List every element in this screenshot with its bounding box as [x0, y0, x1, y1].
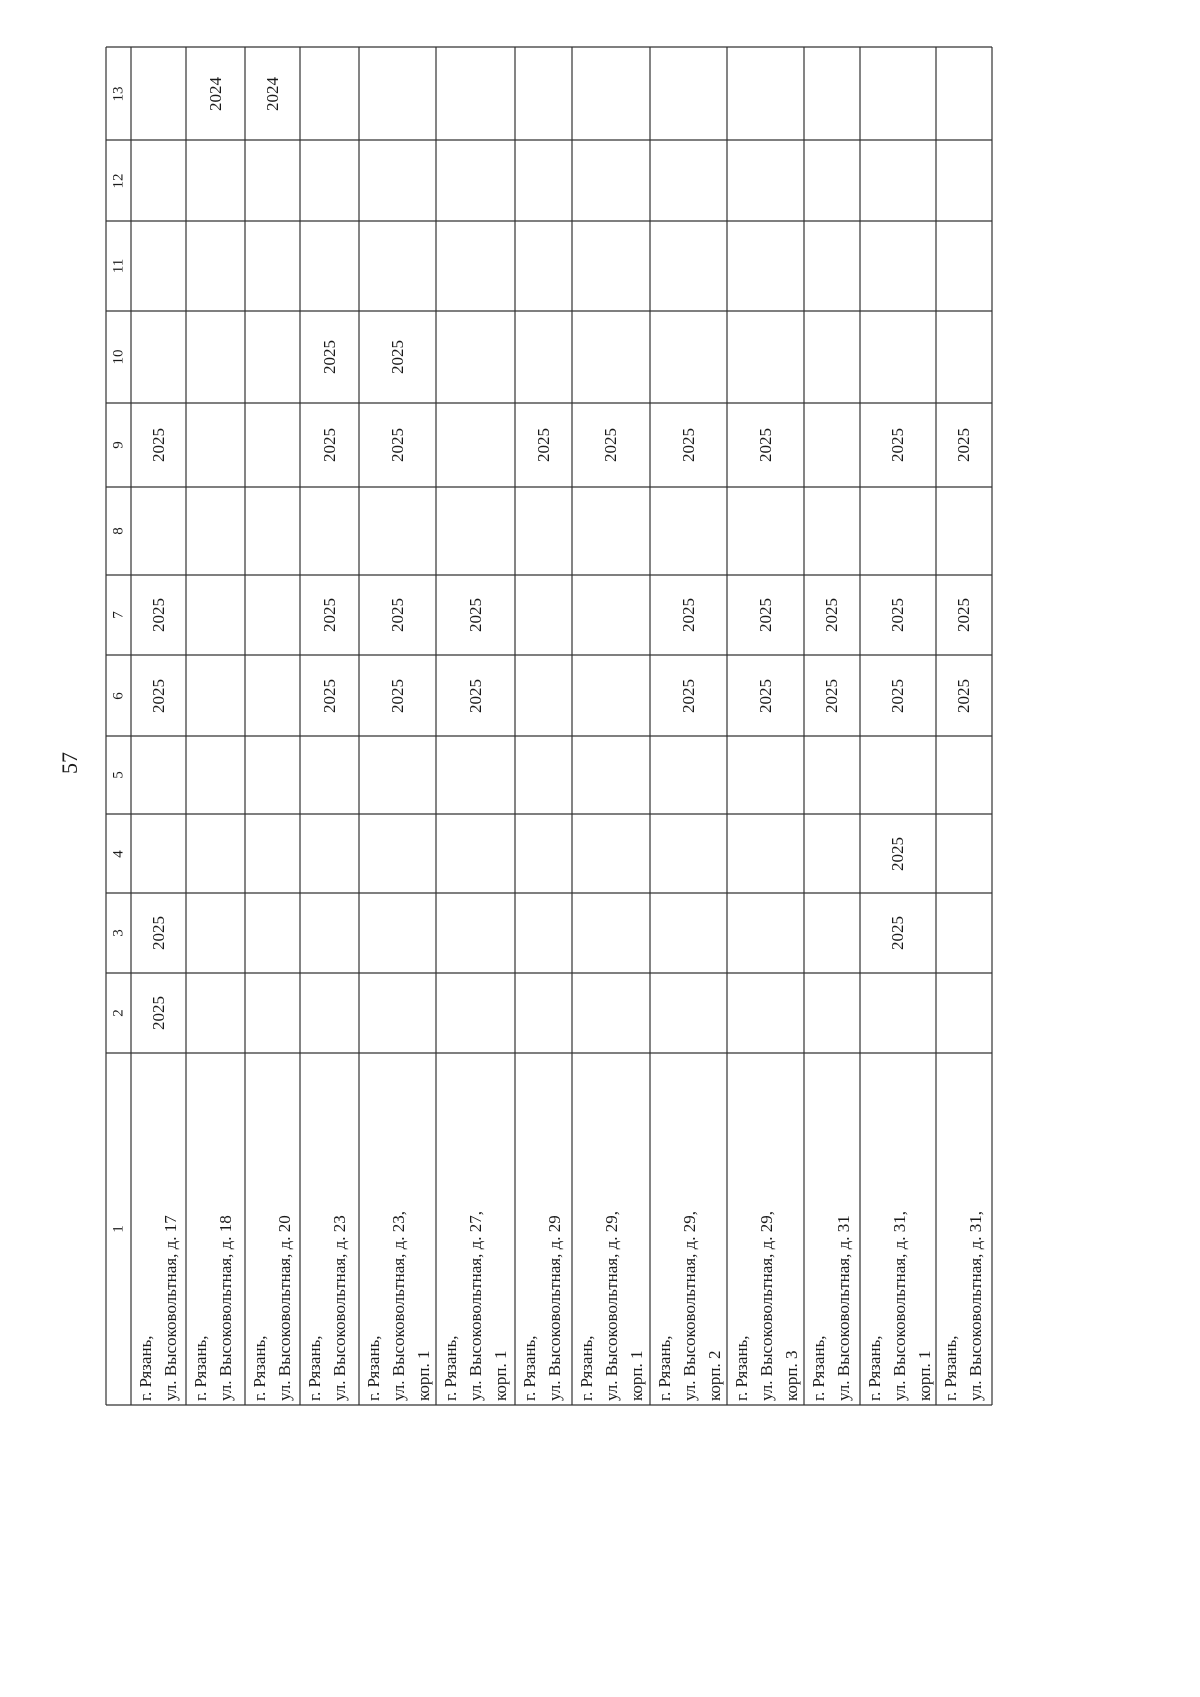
value-cell [727, 487, 804, 575]
address-line: ул. Высоковольтная, д. 31 [834, 1215, 853, 1401]
column-header-label: 7 [110, 611, 126, 619]
address-line: г. Рязань, [441, 1335, 460, 1401]
address-line: ул. Высоковольтная, д. 29 [545, 1215, 564, 1401]
value-text: 2025 [822, 678, 841, 713]
value-cell [936, 487, 992, 575]
value-cell [300, 311, 359, 403]
value-cell [804, 893, 860, 973]
value-cell [650, 814, 727, 893]
value-cell [436, 140, 515, 221]
value-cell [804, 47, 860, 140]
value-cell [515, 221, 572, 311]
value-cell [727, 47, 804, 140]
value-cell [804, 575, 860, 655]
value-cell [650, 655, 727, 736]
value-cell [186, 575, 245, 655]
value-cell [936, 311, 992, 403]
column-header-label: 5 [110, 771, 126, 779]
address-cell [300, 1053, 359, 1405]
value-cell [804, 221, 860, 311]
value-cell [936, 814, 992, 893]
value-cell [436, 973, 515, 1053]
address-cell [131, 1053, 186, 1405]
address-line: корп. 1 [414, 1350, 433, 1401]
value-cell [936, 403, 992, 487]
value-cell [186, 736, 245, 814]
column-header-label: 9 [110, 441, 126, 449]
value-cell [572, 893, 650, 973]
address-line: ул. Высоковольтная, д. 23, [389, 1210, 408, 1401]
column-header-label: 10 [110, 349, 126, 365]
value-cell [131, 814, 186, 893]
value-cell [515, 736, 572, 814]
value-text: 2025 [319, 678, 339, 713]
value-cell [131, 403, 186, 487]
value-cell [936, 736, 992, 814]
value-cell [572, 655, 650, 736]
value-cell [359, 403, 436, 487]
value-cell [515, 403, 572, 487]
value-cell [245, 736, 300, 814]
value-cell [572, 973, 650, 1053]
address-line: г. Рязань, [250, 1335, 269, 1401]
column-header [106, 47, 131, 140]
value-cell [727, 311, 804, 403]
value-text: 2025 [387, 678, 407, 713]
value-cell [515, 140, 572, 221]
value-cell [727, 221, 804, 311]
value-cell [131, 893, 186, 973]
value-cell [359, 311, 436, 403]
address-cell [186, 1053, 245, 1405]
address-line: г. Рязань, [191, 1335, 210, 1401]
address-line: ул. Высоковольтная, д. 18 [216, 1215, 235, 1401]
address-line: корп. 3 [782, 1350, 801, 1401]
value-cell [860, 403, 936, 487]
value-cell [936, 575, 992, 655]
address-line: корп. 1 [915, 1350, 934, 1401]
value-cell [436, 221, 515, 311]
column-header [106, 140, 131, 221]
value-text: 2025 [755, 428, 775, 462]
value-cell [245, 487, 300, 575]
value-text: 2025 [148, 916, 168, 950]
value-text: 2025 [387, 598, 407, 632]
value-cell [936, 893, 992, 973]
value-text: 2025 [387, 428, 407, 462]
value-cell [860, 814, 936, 893]
address-line: ул. Высоковольтная, д. 29, [602, 1210, 621, 1401]
address-line: ул. Высоковольтная, д. 23 [330, 1215, 349, 1401]
value-text: 2025 [319, 598, 339, 632]
address-cell [804, 1053, 860, 1405]
value-cell [131, 655, 186, 736]
value-cell [186, 655, 245, 736]
value-text: 2025 [888, 836, 907, 871]
value-cell [860, 973, 936, 1053]
value-cell [359, 893, 436, 973]
value-cell [131, 221, 186, 311]
value-cell [515, 575, 572, 655]
address-line: г. Рязань, [136, 1335, 155, 1401]
value-cell [860, 487, 936, 575]
value-cell [515, 893, 572, 973]
value-text: 2025 [601, 428, 620, 462]
value-cell [650, 487, 727, 575]
value-cell [300, 403, 359, 487]
address-cell [936, 1053, 992, 1405]
column-header [106, 814, 131, 893]
value-cell [572, 140, 650, 221]
value-cell [572, 403, 650, 487]
address-line: г. Рязань, [305, 1335, 324, 1401]
value-cell [186, 403, 245, 487]
value-cell [650, 47, 727, 140]
value-cell [727, 814, 804, 893]
address-line: г. Рязань, [809, 1335, 828, 1401]
value-cell [245, 403, 300, 487]
address-cell [359, 1053, 436, 1405]
value-cell [804, 655, 860, 736]
value-cell [936, 47, 992, 140]
value-cell [436, 893, 515, 973]
value-cell [650, 140, 727, 221]
column-header [106, 893, 131, 973]
value-cell [131, 47, 186, 140]
value-cell [300, 973, 359, 1053]
value-cell [727, 655, 804, 736]
column-header [106, 655, 131, 736]
value-cell [300, 655, 359, 736]
value-cell [515, 973, 572, 1053]
value-cell [650, 221, 727, 311]
address-cell [727, 1053, 804, 1405]
column-header [106, 973, 131, 1053]
value-cell [300, 221, 359, 311]
value-cell [186, 47, 245, 140]
address-line: ул. Высоковольтная, д. 20 [275, 1215, 294, 1401]
value-text: 2025 [954, 678, 973, 713]
column-header [106, 736, 131, 814]
address-line: ул. Высоковольтная, д. 31, [966, 1210, 985, 1401]
value-cell [245, 575, 300, 655]
address-line: г. Рязань, [577, 1335, 596, 1401]
value-cell [245, 973, 300, 1053]
column-header-label: 3 [110, 929, 126, 937]
value-cell [186, 893, 245, 973]
value-cell [245, 893, 300, 973]
column-header-label: 2 [110, 1009, 126, 1017]
value-cell [245, 47, 300, 140]
value-cell [245, 140, 300, 221]
column-header [106, 403, 131, 487]
value-text: 2025 [954, 598, 973, 632]
address-cell [650, 1053, 727, 1405]
value-cell [436, 311, 515, 403]
column-header [106, 575, 131, 655]
value-cell [727, 140, 804, 221]
address-cell [572, 1053, 650, 1405]
value-cell [804, 973, 860, 1053]
value-cell [860, 575, 936, 655]
column-header-label: 4 [110, 849, 126, 858]
value-text: 2025 [755, 678, 775, 713]
value-cell [572, 221, 650, 311]
value-cell [860, 655, 936, 736]
value-cell [650, 893, 727, 973]
column-header [106, 221, 131, 311]
value-cell [359, 814, 436, 893]
value-cell [186, 221, 245, 311]
value-cell [804, 311, 860, 403]
value-cell [300, 140, 359, 221]
value-cell [936, 655, 992, 736]
value-cell [359, 973, 436, 1053]
value-cell [804, 140, 860, 221]
address-cell [436, 1053, 515, 1405]
value-cell [436, 655, 515, 736]
value-cell [131, 736, 186, 814]
value-text: 2025 [678, 678, 698, 713]
value-cell [650, 311, 727, 403]
value-cell [436, 814, 515, 893]
column-header-label: 13 [110, 86, 126, 101]
value-text: 2025 [148, 428, 168, 462]
value-cell [650, 736, 727, 814]
value-text: 2025 [533, 428, 553, 462]
address-line: г. Рязань, [732, 1335, 751, 1401]
column-header-label: 6 [110, 691, 126, 700]
value-cell [936, 973, 992, 1053]
address-line: ул. Высоковольтная, д. 29, [757, 1210, 776, 1401]
value-cell [359, 655, 436, 736]
value-cell [860, 311, 936, 403]
value-text: 2025 [465, 678, 485, 713]
value-cell [131, 973, 186, 1053]
value-cell [804, 814, 860, 893]
value-cell [727, 403, 804, 487]
column-header-label: 11 [110, 258, 126, 274]
value-cell [860, 221, 936, 311]
value-cell [245, 221, 300, 311]
value-text: 2025 [888, 598, 907, 632]
value-cell [245, 814, 300, 893]
value-cell [804, 403, 860, 487]
value-cell [727, 973, 804, 1053]
address-line: г. Рязань, [520, 1335, 539, 1401]
address-line: ул. Высоковольтная, д. 31, [890, 1210, 909, 1401]
value-cell [515, 655, 572, 736]
value-cell [860, 893, 936, 973]
address-line: ул. Высоковольтная, д. 27, [466, 1210, 485, 1401]
value-cell [186, 311, 245, 403]
value-cell [186, 973, 245, 1053]
address-cell [245, 1053, 300, 1405]
value-cell [300, 487, 359, 575]
value-cell [572, 47, 650, 140]
address-line: корп. 1 [491, 1350, 510, 1401]
value-cell [650, 403, 727, 487]
value-cell [727, 736, 804, 814]
value-text: 2025 [888, 678, 907, 713]
column-header-label: 12 [110, 173, 126, 188]
value-cell [572, 814, 650, 893]
value-text: 2025 [148, 996, 168, 1030]
address-line: г. Рязань, [364, 1335, 383, 1401]
value-cell [515, 47, 572, 140]
value-cell [572, 575, 650, 655]
value-text: 2025 [678, 428, 698, 462]
value-cell [572, 487, 650, 575]
value-cell [131, 140, 186, 221]
value-cell [860, 140, 936, 221]
value-cell [804, 487, 860, 575]
column-header [106, 311, 131, 403]
address-cell [515, 1053, 572, 1405]
value-cell [186, 487, 245, 575]
column-header [106, 487, 131, 575]
value-cell [727, 575, 804, 655]
address-line: корп. 1 [627, 1350, 646, 1401]
column-header-label: 1 [110, 1225, 126, 1233]
value-cell [359, 487, 436, 575]
value-cell [359, 221, 436, 311]
value-cell [936, 221, 992, 311]
value-cell [727, 893, 804, 973]
value-text: 2025 [148, 678, 168, 713]
column-header [106, 1053, 131, 1405]
value-text: 2024 [205, 76, 225, 111]
value-cell [436, 403, 515, 487]
value-cell [359, 736, 436, 814]
value-cell [650, 973, 727, 1053]
value-text: 2025 [387, 340, 407, 374]
value-text: 2025 [678, 598, 698, 632]
value-cell [245, 655, 300, 736]
value-cell [359, 575, 436, 655]
value-cell [359, 140, 436, 221]
value-cell [186, 814, 245, 893]
value-cell [515, 814, 572, 893]
value-cell [300, 736, 359, 814]
value-cell [359, 47, 436, 140]
address-line: ул. Высоковольтная, д. 29, [680, 1210, 699, 1401]
value-cell [436, 736, 515, 814]
value-cell [131, 487, 186, 575]
value-cell [804, 736, 860, 814]
value-cell [436, 487, 515, 575]
value-cell [515, 311, 572, 403]
address-line: г. Рязань, [865, 1335, 884, 1401]
value-cell [300, 814, 359, 893]
value-cell [936, 140, 992, 221]
column-header-label: 8 [110, 527, 126, 535]
value-text: 2025 [822, 598, 841, 632]
page-number: 57 [57, 752, 82, 774]
value-cell [300, 575, 359, 655]
value-cell [650, 575, 727, 655]
value-cell [300, 893, 359, 973]
value-cell [436, 575, 515, 655]
value-cell [572, 311, 650, 403]
address-line: ул. Высоковольтная, д. 17 [161, 1215, 180, 1401]
value-text: 2025 [755, 598, 775, 632]
value-cell [131, 311, 186, 403]
address-line: г. Рязань, [941, 1335, 960, 1401]
value-text: 2025 [319, 428, 339, 462]
value-text: 2025 [954, 428, 973, 462]
value-cell [186, 140, 245, 221]
address-cell [860, 1053, 936, 1405]
value-text: 2025 [465, 598, 485, 632]
value-cell [300, 47, 359, 140]
value-text: 2025 [148, 598, 168, 632]
value-text: 2025 [319, 340, 339, 374]
value-text: 2024 [262, 76, 282, 111]
address-line: г. Рязань, [655, 1335, 674, 1401]
value-cell [860, 47, 936, 140]
value-text: 2025 [888, 428, 907, 462]
value-cell [245, 311, 300, 403]
value-cell [572, 736, 650, 814]
value-cell [515, 487, 572, 575]
address-line: корп. 2 [705, 1350, 724, 1401]
value-cell [436, 47, 515, 140]
value-cell [860, 736, 936, 814]
value-cell [131, 575, 186, 655]
value-text: 2025 [888, 916, 907, 950]
